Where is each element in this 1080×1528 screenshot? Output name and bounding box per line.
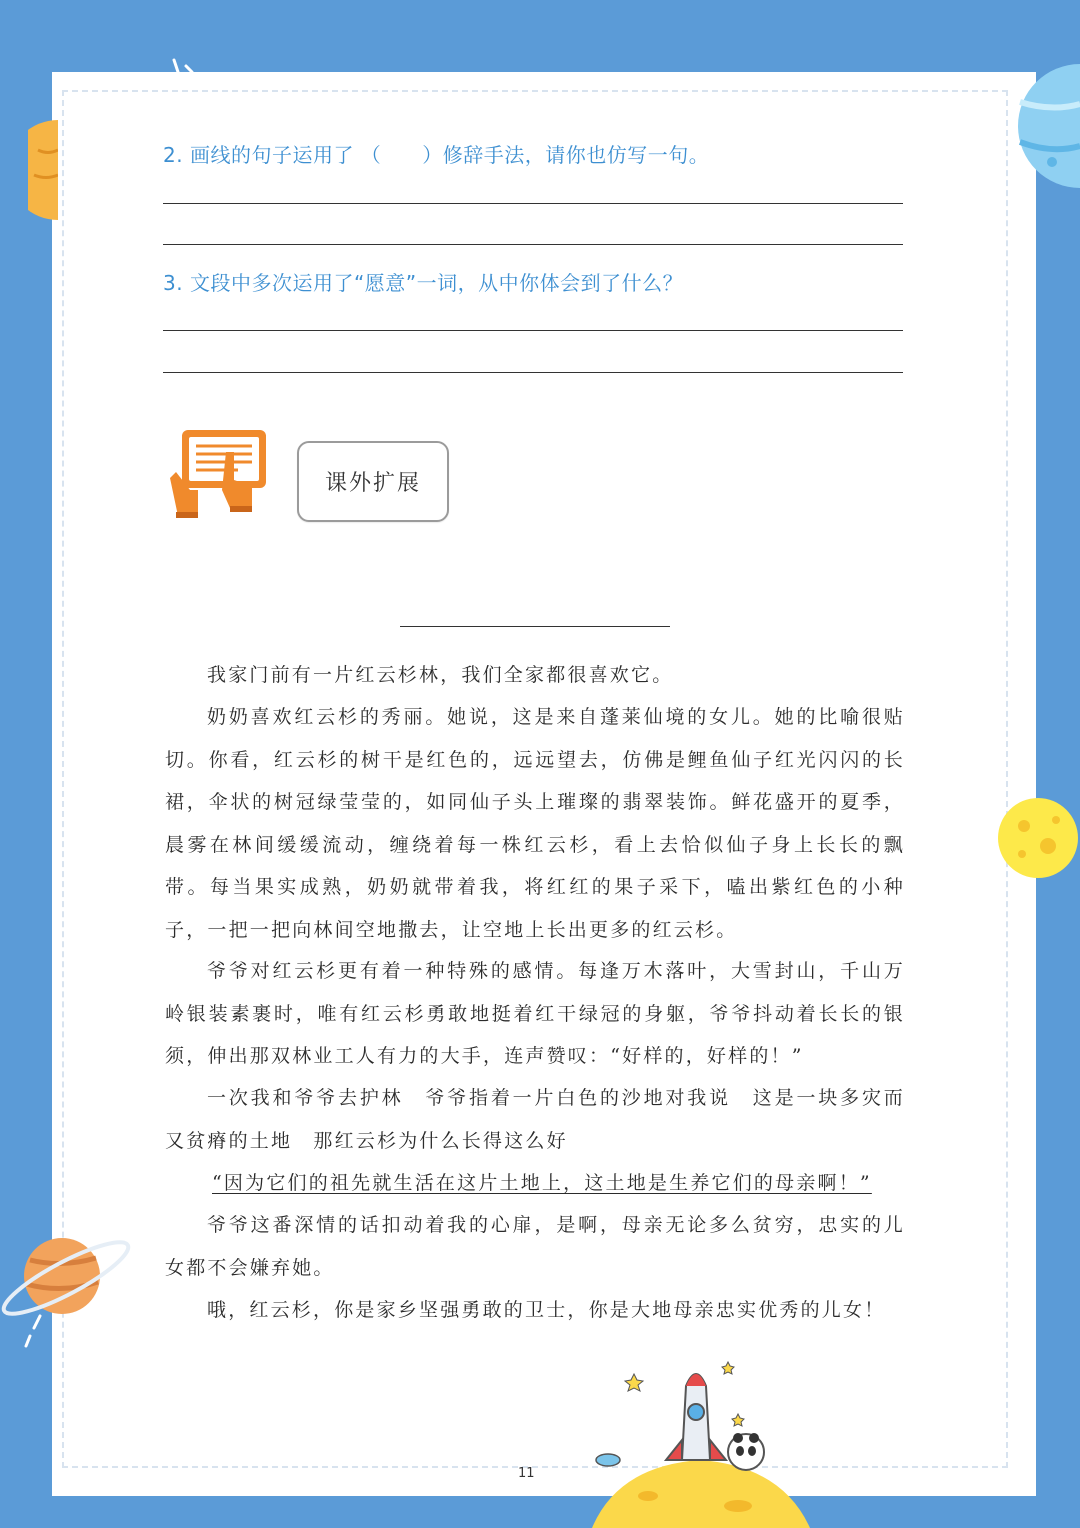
ringed-planet-icon <box>0 1228 140 1358</box>
answer-line[interactable] <box>163 330 903 331</box>
page-number: 11 <box>518 1466 535 1481</box>
section-label: 课外扩展 <box>297 441 449 522</box>
passage-title-blank[interactable] <box>400 626 670 627</box>
yellow-moon-icon <box>994 796 1080 880</box>
rocket-panda-illustration <box>588 1356 812 1528</box>
question-2: 2. 画线的句子运用了 （ ）修辞手法，请你也仿写一句。 <box>163 143 710 167</box>
passage-paragraph-2: 奶奶喜欢红云杉的秀丽。她说，这是来自蓬莱仙境的女儿。她的比喻很贴切。你看，红云杉的树干是红色的，远远望去，仿佛是鲤鱼仙子红光闪闪的长裙，伞状的树冠绿莹莹的，如同仙子头上璀璨的翡翠装饰。鲜花盛开的夏季，晨雾在林间缓缓流动，缠绕着每一株红云杉，看上去恰似仙子身上长长的飘带。每当果实成熟，奶奶就带着我，将红红的果子采下，嗑出紫红色的小种子，一把一把向林间空地撒去，让空地上长出更多的红云杉。 <box>165 706 905 941</box>
answer-line[interactable] <box>163 203 903 204</box>
passage-paragraph-1: 我家门前有一片红云杉林，我们全家都很喜欢它。 <box>207 664 674 686</box>
orange-planet-icon <box>28 120 58 220</box>
answer-line[interactable] <box>163 372 903 373</box>
underlined-sentence: “因为它们的祖先就生活在这片土地上，这土地是生养它们的母亲啊！” <box>212 1172 872 1194</box>
passage-paragraph-3: 爷爷对红云杉更有着一种特殊的感情。每逢万木落叶，大雪封山，千山万岭银装素裹时，唯有红云杉勇敢地挺着红干绿冠的身躯，爷爷抖动着长长的银须，伸出那双林业工人有力的大手，连声赞叹：“好样的，好样的！” <box>165 960 905 1067</box>
passage-paragraph-4: 一次我和爷爷去护林 爷爷指着一片白色的沙地对我说 这是一块多灾而又贫瘠的土地 那红云杉为什么长得这么好 <box>165 1087 905 1152</box>
passage-paragraph-7: 哦，红云杉，你是家乡坚强勇敢的卫士，你是大地母亲忠实优秀的儿女！ <box>207 1299 886 1321</box>
passage-paragraph-6: 爷爷这番深情的话扣动着我的心扉，是啊，母亲无论多么贫穷，忠实的儿女都不会嫌弃她。 <box>165 1214 905 1279</box>
question-3: 3. 文段中多次运用了“愿意”一词，从中你体会到了什么？ <box>163 271 684 295</box>
sparkle-icon <box>168 58 198 78</box>
answer-line[interactable] <box>163 244 903 245</box>
tablet-hands-icon <box>168 428 268 520</box>
blue-planet-icon <box>1012 62 1080 190</box>
